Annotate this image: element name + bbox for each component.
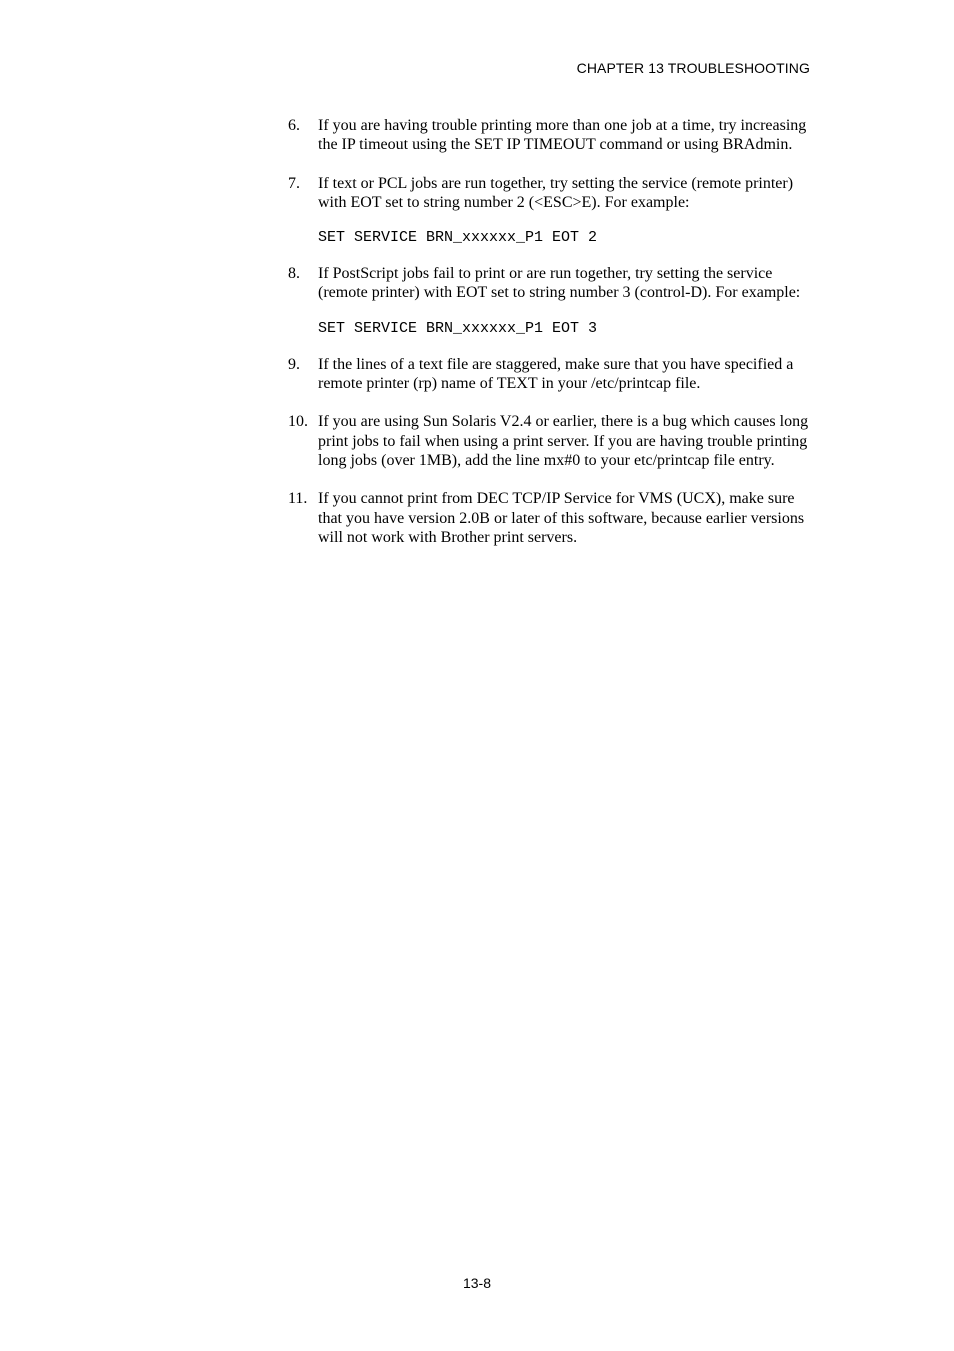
item-number: 6.	[288, 117, 300, 134]
item-text: If you cannot print from DEC TCP/IP Service for VMS (UCX), make sure that you have version 2.0B or later of this software, because earlier versions will not work with Brother print servers.	[318, 490, 805, 546]
item-text: If PostScript jobs fail to print or are run together, try setting the service (remote printer) with EOT set to string number 3 (control-D). For example:	[318, 265, 801, 302]
item-text: If you are having trouble printing more than one job at a time, try increasing the IP timeout using the SET IP TIMEOUT command or using BRAdmin.	[318, 117, 807, 154]
item-number: 11.	[288, 490, 308, 508]
item-number: 9.	[288, 355, 300, 373]
page-number: 13-8	[462, 1275, 492, 1291]
list-item-6	[288, 116, 820, 155]
code-example-eot-3: SET SERVICE BRN_xxxxxx_P1 EOT 3	[318, 319, 598, 337]
item-number: 7.	[288, 174, 300, 192]
item-text: If the lines of a text file are staggered, make sure that you have specified a remote printer (rp) name of TEXT in your /etc/printcap file.	[318, 355, 794, 393]
list-item-7	[288, 174, 820, 213]
code-example-eot-2: SET SERVICE BRN_xxxxxx_P1 EOT 2	[318, 229, 598, 247]
item-number: 10.	[288, 413, 308, 431]
list-item-8	[288, 264, 820, 303]
troubleshooting-list	[288, 116, 820, 566]
list-item-11	[288, 489, 820, 547]
list-item-10	[288, 412, 820, 470]
chapter-header: CHAPTER 13 TROUBLESHOOTING	[576, 60, 810, 76]
item-text: If you are using Sun Solaris V2.4 or earlier, there is a bug which causes long print jobs to fail when using a print server. If you are having trouble printing long jobs (over 1MB), add the line mx#0 to your etc/printcap file entry.	[318, 413, 809, 469]
item-text: If text or PCL jobs are run together, try setting the service (remote printer) with EOT set to string number 2 (<ESC>E). For example:	[318, 174, 794, 211]
item-number: 8.	[288, 265, 300, 283]
list-item-9	[288, 355, 820, 394]
